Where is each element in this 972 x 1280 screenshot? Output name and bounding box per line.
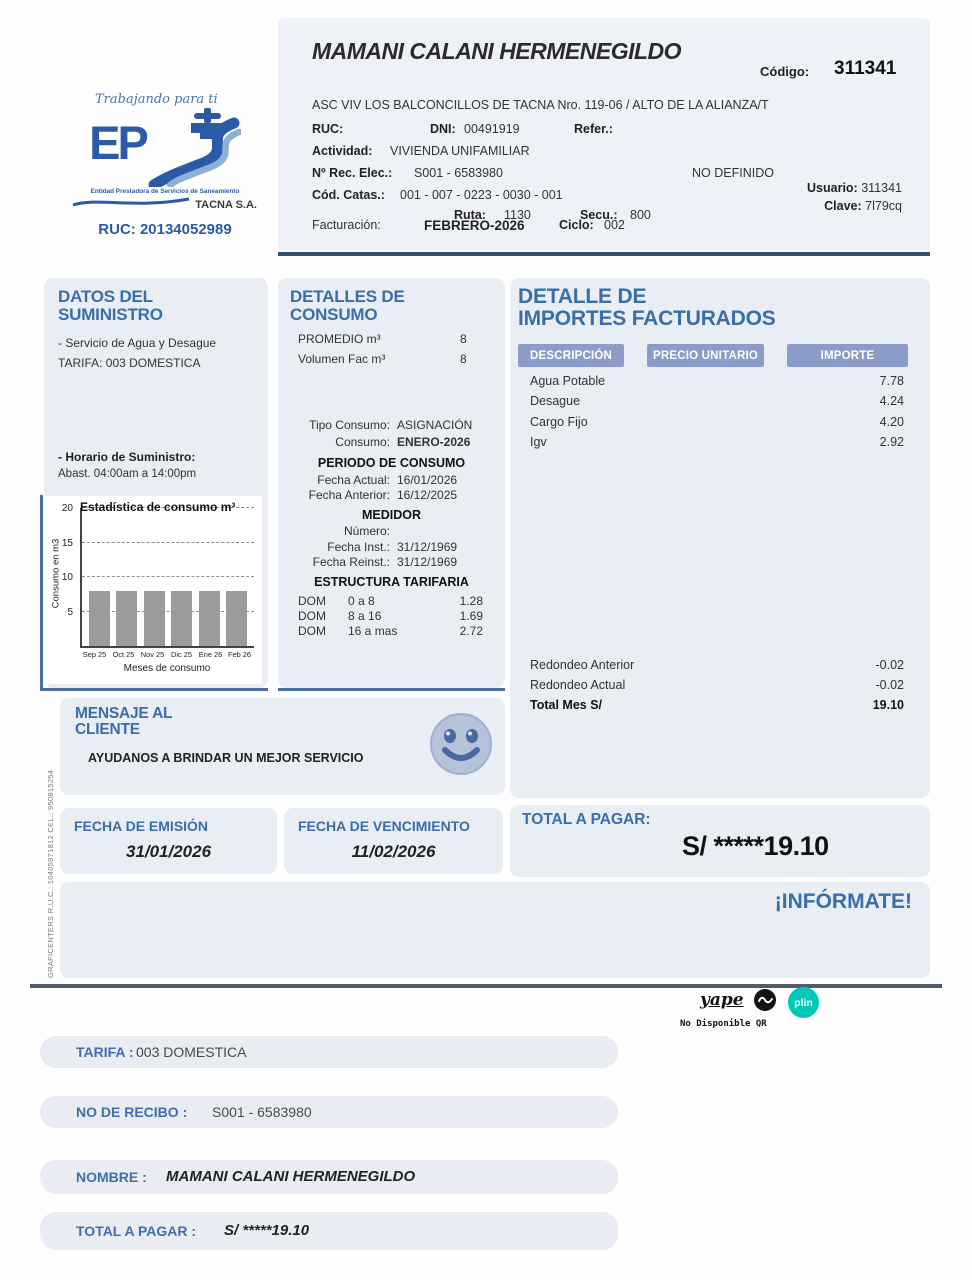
chart-xtick: Feb 26 — [227, 650, 251, 659]
row-importe: 7.78 — [879, 374, 904, 388]
row-importe: 4.24 — [879, 394, 904, 408]
refer-label: Refer.: — [574, 122, 613, 136]
total-mes-value: 19.10 — [872, 698, 904, 712]
smiley-face-icon — [429, 712, 493, 781]
importes-facturados-panel — [510, 278, 930, 798]
column-header-precio-unitario: PRECIO UNITARIO — [647, 344, 764, 367]
chart-plot — [80, 508, 254, 648]
table-row — [520, 374, 912, 388]
customer-address: ASC VIV LOS BALCONCILLOS DE TACNA Nro. 119-06 / ALTO DE LA ALIANZA/T — [312, 98, 769, 112]
table-row — [520, 435, 912, 449]
yape-logo: yape — [700, 990, 744, 1010]
fecha-actual-label: Fecha Actual: — [317, 473, 390, 487]
resumen-recibo-value: S001 - 6583980 — [212, 1104, 312, 1120]
numero-label: Número: — [343, 524, 390, 538]
chart-ytick: 10 — [61, 572, 73, 583]
total-a-pagar-value: S/ *****19.10 — [682, 831, 829, 861]
chart-x-axis-label: Meses de consumo — [123, 663, 211, 674]
company-ruc: RUC: 20134052989 — [98, 221, 232, 238]
tarifa-row — [298, 594, 483, 608]
chart-bar — [226, 591, 247, 646]
header-divider-rule — [278, 252, 930, 256]
logo-subtitle: Entidad Prestadora de Servicios de Saneamiento — [90, 188, 240, 195]
mensaje-cliente-panel — [60, 698, 505, 795]
customer-header-panel — [278, 18, 930, 250]
yape-bubble-icon — [753, 988, 777, 1017]
chart-xtick: Dic 25 — [171, 650, 192, 659]
printer-side-note: GRAFICENTERS R.U.C.: 10405971812 CEL.: 950815254 — [46, 769, 55, 978]
resumen-recibo-row — [40, 1096, 618, 1128]
secu-value: 800 — [630, 208, 651, 222]
logo-tagline: Trabajando para ti — [95, 92, 218, 107]
promedio-value: 8 — [460, 332, 467, 346]
fecha-emision-label: FECHA DE EMISIÓN — [74, 818, 209, 834]
ruc-dni-row — [312, 122, 613, 136]
codigo-catastral-row — [312, 188, 563, 202]
fecha-vencimiento-panel — [284, 808, 503, 874]
row-descripcion: Agua Potable — [530, 374, 606, 388]
mensaje-texto: AYUDANOS A BRINDAR UN MEJOR SERVICIO — [88, 751, 364, 765]
company-name: TACNA S.A. — [195, 199, 257, 211]
fecha-vencimiento-value: 11/02/2026 — [351, 842, 436, 861]
ruta-value: 1130 — [504, 208, 531, 222]
resumen-nombre-label: NOMBRE : — [76, 1169, 147, 1185]
actividad-label: Actividad: — [312, 144, 373, 158]
tarifa-row — [298, 609, 483, 623]
rec-elec-value: S001 - 6583980 — [414, 166, 503, 180]
chart-y-axis-label: Consumo en m3 — [50, 538, 62, 609]
suministro-title: DATOS DEL SUMINISTRO — [58, 287, 163, 324]
tarifa-row — [298, 624, 483, 638]
estructura-tarifaria-heading: ESTRUCTURA TARIFARIA — [314, 575, 469, 589]
codigo-label: Código: — [760, 64, 810, 79]
promedio-label: PROMEDIO m³ — [298, 332, 381, 346]
redondeo-anterior-label: Redondeo Anterior — [530, 658, 635, 672]
consumo-title: DETALLES DE CONSUMO — [290, 287, 405, 324]
consumo-label: Consumo: — [335, 435, 390, 449]
importes-title: DETALLE DE IMPORTES FACTURADOS — [518, 285, 776, 330]
logo-brand-text: EP — [89, 116, 146, 169]
ciclo-label: Ciclo: — [559, 218, 594, 232]
clave-value: 7l79cq — [865, 199, 902, 213]
tarifa-rango: 16 a mas — [348, 624, 398, 638]
tipo-consumo-value: ASIGNACIÓN — [397, 418, 473, 432]
chart-title: Estadística de consumo m³ — [80, 500, 236, 514]
facturacion-value: FEBRERO-2026 — [424, 218, 525, 233]
consumo-value: ENERO-2026 — [397, 435, 471, 449]
row-descripcion: Desague — [530, 394, 581, 408]
horario-label: - Horario de Suministro: — [58, 450, 196, 464]
ruta-label: Ruta: — [454, 208, 486, 222]
tarifa-categoria: DOM — [298, 609, 326, 623]
mensaje-title: MENSAJE AL CLIENTE — [75, 705, 173, 739]
tarifa-categoria: DOM — [298, 624, 326, 638]
facturacion-row — [312, 218, 625, 233]
resumen-tarifa-value: 003 DOMESTICA — [136, 1044, 247, 1060]
tarifa-rango: 8 a 16 — [348, 609, 382, 623]
horario-value: Abast. 04:00am a 14:00pm — [58, 468, 197, 480]
actividad-row — [312, 144, 530, 158]
medidor-heading: MEDIDOR — [361, 508, 422, 522]
resumen-tarifa-row — [40, 1036, 618, 1068]
promedio-row — [298, 332, 467, 346]
fecha-inst-value: 31/12/1969 — [397, 540, 458, 554]
tarifa-rango: 0 a 8 — [348, 594, 375, 608]
resumen-total-label: TOTAL A PAGAR : — [76, 1223, 197, 1239]
usuario-value: 311341 — [861, 181, 902, 195]
resumen-recibo-label: NO DE RECIBO : — [76, 1104, 188, 1120]
datos-suministro-panel — [44, 278, 268, 688]
row-descripcion: Igv — [530, 435, 547, 449]
chart-yticks — [44, 503, 76, 646]
detalles-consumo-panel — [278, 278, 505, 688]
column-header-importe: IMPORTE — [787, 344, 908, 367]
redondeo-actual-row — [520, 678, 912, 692]
tarifa-categoria: DOM — [298, 594, 326, 608]
fecha-reinst-label: Fecha Reinst.: — [312, 555, 390, 569]
chart-left-accent-line — [40, 495, 43, 691]
resumen-nombre-row — [40, 1160, 618, 1194]
ciclo-value: 002 — [604, 218, 625, 232]
servicio-text: - Servicio de Agua y Desague — [58, 336, 217, 350]
row-importe: 4.20 — [879, 415, 904, 429]
fecha-actual-value: 16/01/2026 — [397, 473, 458, 487]
suministro-bottom-rule — [40, 688, 268, 691]
ruc-label: RUC: — [312, 122, 344, 136]
resumen-tarifa-label: TARIFA : — [76, 1044, 134, 1060]
actividad-value: VIVIENDA UNIFAMILIAR — [390, 144, 530, 158]
cod-catas-label: Cód. Catas.: — [312, 188, 385, 202]
redondeo-anterior-value: -0.02 — [875, 658, 904, 672]
company-logo — [55, 92, 275, 238]
fecha-anterior-label: Fecha Anterior: — [308, 488, 390, 502]
column-header-descripcion: DESCRIPCIÓN — [518, 344, 624, 367]
tarifa-precio: 2.72 — [459, 624, 483, 638]
chart-xtick: Oct 25 — [112, 650, 135, 659]
volumen-value: 8 — [460, 352, 467, 366]
rec-elec-label: Nº Rec. Elec.: — [312, 166, 393, 180]
clave-label: Clave: — [824, 199, 862, 213]
chart-bar — [199, 591, 220, 646]
redondeo-actual-label: Redondeo Actual — [530, 678, 626, 692]
tarifa-text: TARIFA: 003 DOMESTICA — [58, 356, 201, 370]
chart-xtick: Nov 25 — [140, 650, 165, 659]
periodo-consumo-heading: PERIODO DE CONSUMO — [317, 456, 466, 470]
chart-xtick: Sep 25 — [82, 650, 107, 659]
redondeo-actual-value: -0.02 — [875, 678, 904, 692]
total-mes-row — [520, 698, 912, 712]
tipo-consumo-label: Tipo Consumo: — [309, 418, 390, 432]
facturacion-label: Facturación: — [312, 218, 381, 232]
table-row — [520, 415, 912, 429]
wave-icon — [71, 196, 191, 214]
chart-xticks — [80, 650, 254, 659]
chart-ytick: 5 — [67, 606, 73, 618]
chart-bar — [171, 591, 192, 646]
total-a-pagar-panel — [510, 805, 930, 877]
usuario-row — [807, 181, 902, 195]
dni-label: DNI: — [430, 122, 456, 136]
informate-panel — [60, 882, 930, 978]
water-tap-river-icon — [146, 105, 241, 192]
no-definido-text: NO DEFINIDO — [692, 166, 774, 180]
chart-ytick: 20 — [61, 503, 73, 514]
resumen-nombre-value: MAMANI CALANI HERMENEGILDO — [166, 1168, 416, 1185]
row-importe: 2.92 — [879, 435, 904, 449]
customer-name: MAMANI CALANI HERMENEGILDO — [312, 38, 682, 64]
fecha-emision-value: 31/01/2026 — [125, 842, 212, 861]
chart-ytick: 15 — [61, 537, 73, 549]
chart-bar — [116, 591, 137, 646]
codigo-value: 311341 — [834, 58, 897, 79]
dni-value: 00491919 — [464, 122, 520, 136]
fecha-anterior-value: 16/12/2025 — [397, 488, 458, 502]
resumen-total-row — [40, 1212, 618, 1250]
chart-bar — [89, 591, 110, 646]
tarifa-precio: 1.69 — [459, 609, 483, 623]
fecha-emision-panel — [60, 808, 277, 874]
table-row — [520, 394, 912, 408]
volumen-row — [298, 352, 467, 366]
resumen-total-value: S/ *****19.10 — [224, 1222, 310, 1239]
recibo-electronico-row — [312, 166, 774, 180]
redondeo-anterior-row — [520, 658, 912, 672]
total-mes-label: Total Mes S/ — [530, 698, 603, 712]
chart-xtick: Ene 26 — [198, 650, 223, 659]
volumen-label: Volumen Fac m³ — [298, 352, 386, 366]
plin-logo: plin — [788, 987, 819, 1018]
chart-bar — [144, 591, 165, 646]
cod-catas-value: 001 - 007 - 0223 - 0030 - 001 — [400, 188, 563, 202]
secu-label: Secu.: — [580, 208, 618, 222]
consumo-bottom-rule — [278, 688, 505, 691]
informate-title: ¡INFÓRMATE! — [774, 890, 912, 913]
fecha-inst-label: Fecha Inst.: — [327, 540, 390, 554]
clave-row — [824, 199, 902, 213]
qr-unavailable-note: No Disponible QR — [680, 1019, 767, 1029]
usuario-label: Usuario: — [807, 181, 858, 195]
fecha-vencimiento-label: FECHA DE VENCIMIENTO — [298, 818, 470, 834]
eps-logo-mark — [55, 105, 275, 192]
tarifa-precio: 1.28 — [459, 594, 483, 608]
row-descripcion: Cargo Fijo — [530, 415, 588, 429]
fecha-reinst-value: 31/12/1969 — [397, 555, 458, 569]
consumption-chart — [44, 496, 262, 684]
total-a-pagar-label: TOTAL A PAGAR: — [522, 811, 651, 828]
